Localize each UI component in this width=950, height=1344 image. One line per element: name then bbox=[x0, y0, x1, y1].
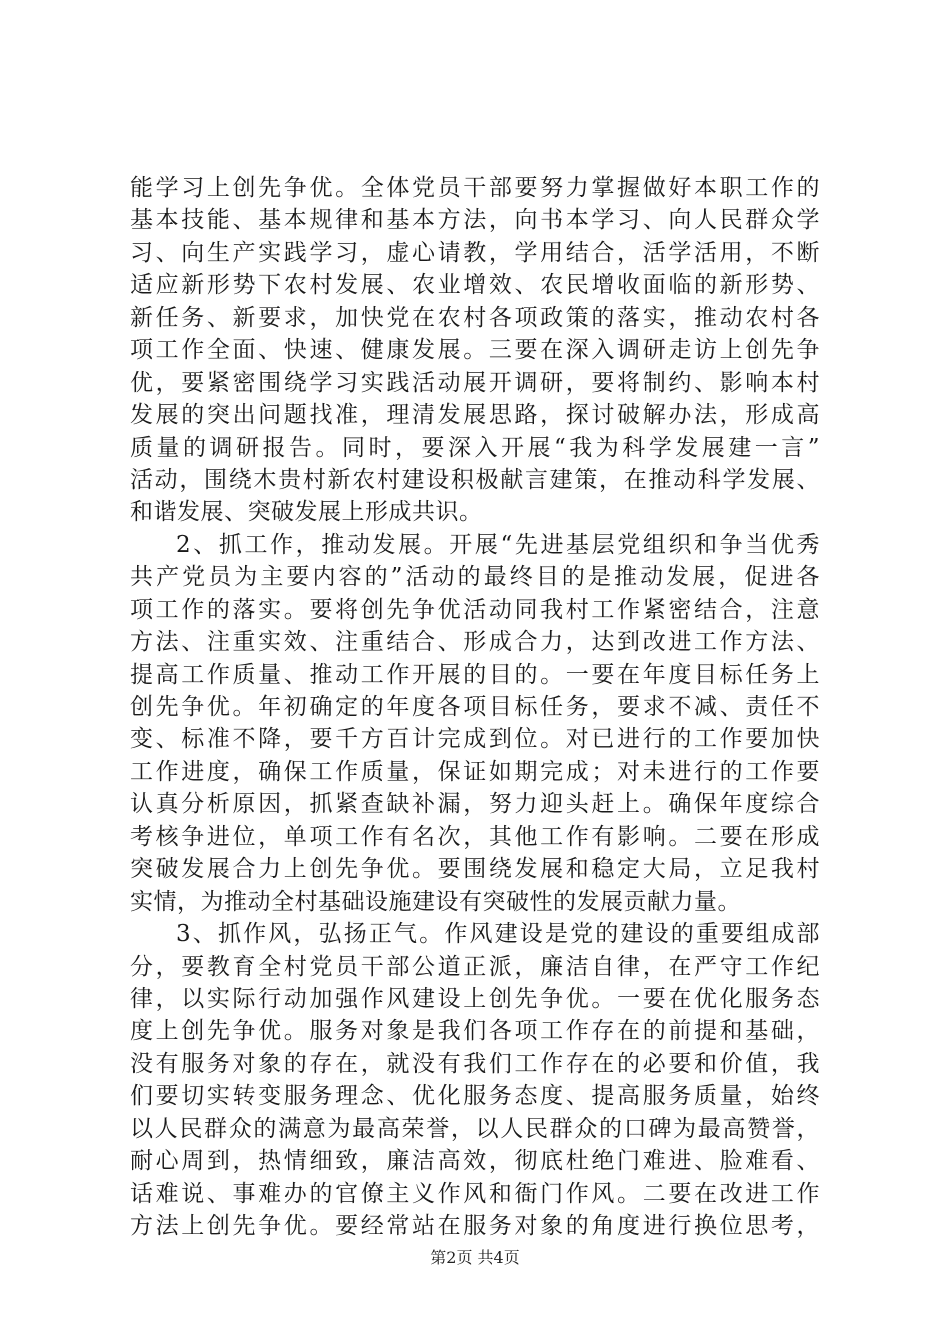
text-line: 耐心周到，热情细致，廉洁高效，彻底杜绝门难进、脸难看、 bbox=[130, 1148, 820, 1175]
text-line: 适应新形势下农村发展、农业增效、农民增收面临的新形势、 bbox=[130, 272, 820, 299]
body-text bbox=[130, 172, 820, 1242]
text-line: 分，要教育全村党员干部公道正派，廉洁自律，在严守工作纪 bbox=[130, 953, 820, 980]
text-line: 没有服务对象的存在，就没有我们工作存在的必要和价值，我 bbox=[130, 1050, 820, 1077]
text-line: 工作进度，确保工作质量，保证如期完成；对未进行的工作要 bbox=[130, 758, 820, 785]
text-line: 活动，围绕木贵村新农村建设积极献言建策，在推动科学发展、 bbox=[130, 466, 820, 493]
text-line: 话难说、事难办的官僚主义作风和衙门作风。二要在改进工作 bbox=[130, 1180, 820, 1207]
text-line: 以人民群众的满意为最高荣誉，以人民群众的口碑为最高赞誉， bbox=[130, 1115, 820, 1142]
text-line: 实情，为推动全村基础设施建设有突破性的发展贡献力量。 bbox=[130, 888, 741, 915]
text-line: 习、向生产实践学习，虚心请教，学用结合，活学活用，不断 bbox=[130, 239, 820, 266]
text-line: 创先争优。年初确定的年度各项目标任务，要求不减、责任不 bbox=[130, 694, 820, 720]
text-line: 突破发展合力上创先争优。要围绕发展和稳定大局，立足我村 bbox=[130, 856, 820, 883]
text-line: 考核争进位，单项工作有名次，其他工作有影响。二要在形成 bbox=[130, 823, 820, 850]
text-line: 2、抓工作，推动发展。开展“先进基层党组织和争当优秀 bbox=[176, 531, 820, 558]
text-line: 3、抓作风，弘扬正气。作风建设是党的建设的重要组成部 bbox=[176, 921, 820, 948]
text-line: 度上创先争优。服务对象是我们各项工作存在的前提和基础， bbox=[130, 1018, 820, 1045]
text-line: 们要切实转变服务理念、优化服务态度、提高服务质量，始终 bbox=[130, 1083, 820, 1110]
text-line: 律，以实际行动加强作风建设上创先争优。一要在优化服务态 bbox=[130, 985, 820, 1012]
page-number-footer: 第2页 共4页 bbox=[430, 1248, 520, 1267]
text-line: 共产党员为主要内容的”活动的最终目的是推动发展，促进各 bbox=[130, 564, 820, 591]
text-line: 方法、注重实效、注重结合、形成合力，达到改进工作方法、 bbox=[130, 629, 820, 656]
text-line: 提高工作质量、推动工作开展的目的。一要在年度目标任务上 bbox=[130, 661, 820, 688]
text-line: 方法上创先争优。要经常站在服务对象的角度进行换位思考， bbox=[130, 1213, 820, 1239]
text-line: 和谐发展、突破发展上形成共识。 bbox=[130, 499, 483, 526]
text-line: 项工作的落实。要将创先争优活动同我村工作紧密结合，注意 bbox=[130, 596, 820, 623]
text-line: 发展的突出问题找准，理清发展思路，探讨破解办法，形成高 bbox=[130, 402, 820, 429]
text-line: 能学习上创先争优。全体党员干部要努力掌握做好本职工作的 bbox=[130, 175, 820, 201]
text-line: 认真分析原因，抓紧查缺补漏，努力迎头赶上。确保年度综合 bbox=[130, 791, 820, 818]
text-line: 变、标准不降，要千方百计完成到位。对已进行的工作要加快 bbox=[130, 726, 820, 753]
text-line: 项工作全面、快速、健康发展。三要在深入调研走访上创先争 bbox=[130, 337, 820, 364]
text-line: 优，要紧密围绕学习实践活动展开调研，要将制约、影响本村 bbox=[130, 369, 820, 396]
text-line: 新任务、新要求，加快党在农村各项政策的落实，推动农村各 bbox=[130, 304, 820, 331]
text-line: 质量的调研报告。同时，要深入开展“我为科学发展建一言” bbox=[130, 434, 820, 461]
text-line: 基本技能、基本规律和基本方法，向书本学习、向人民群众学 bbox=[130, 207, 820, 234]
